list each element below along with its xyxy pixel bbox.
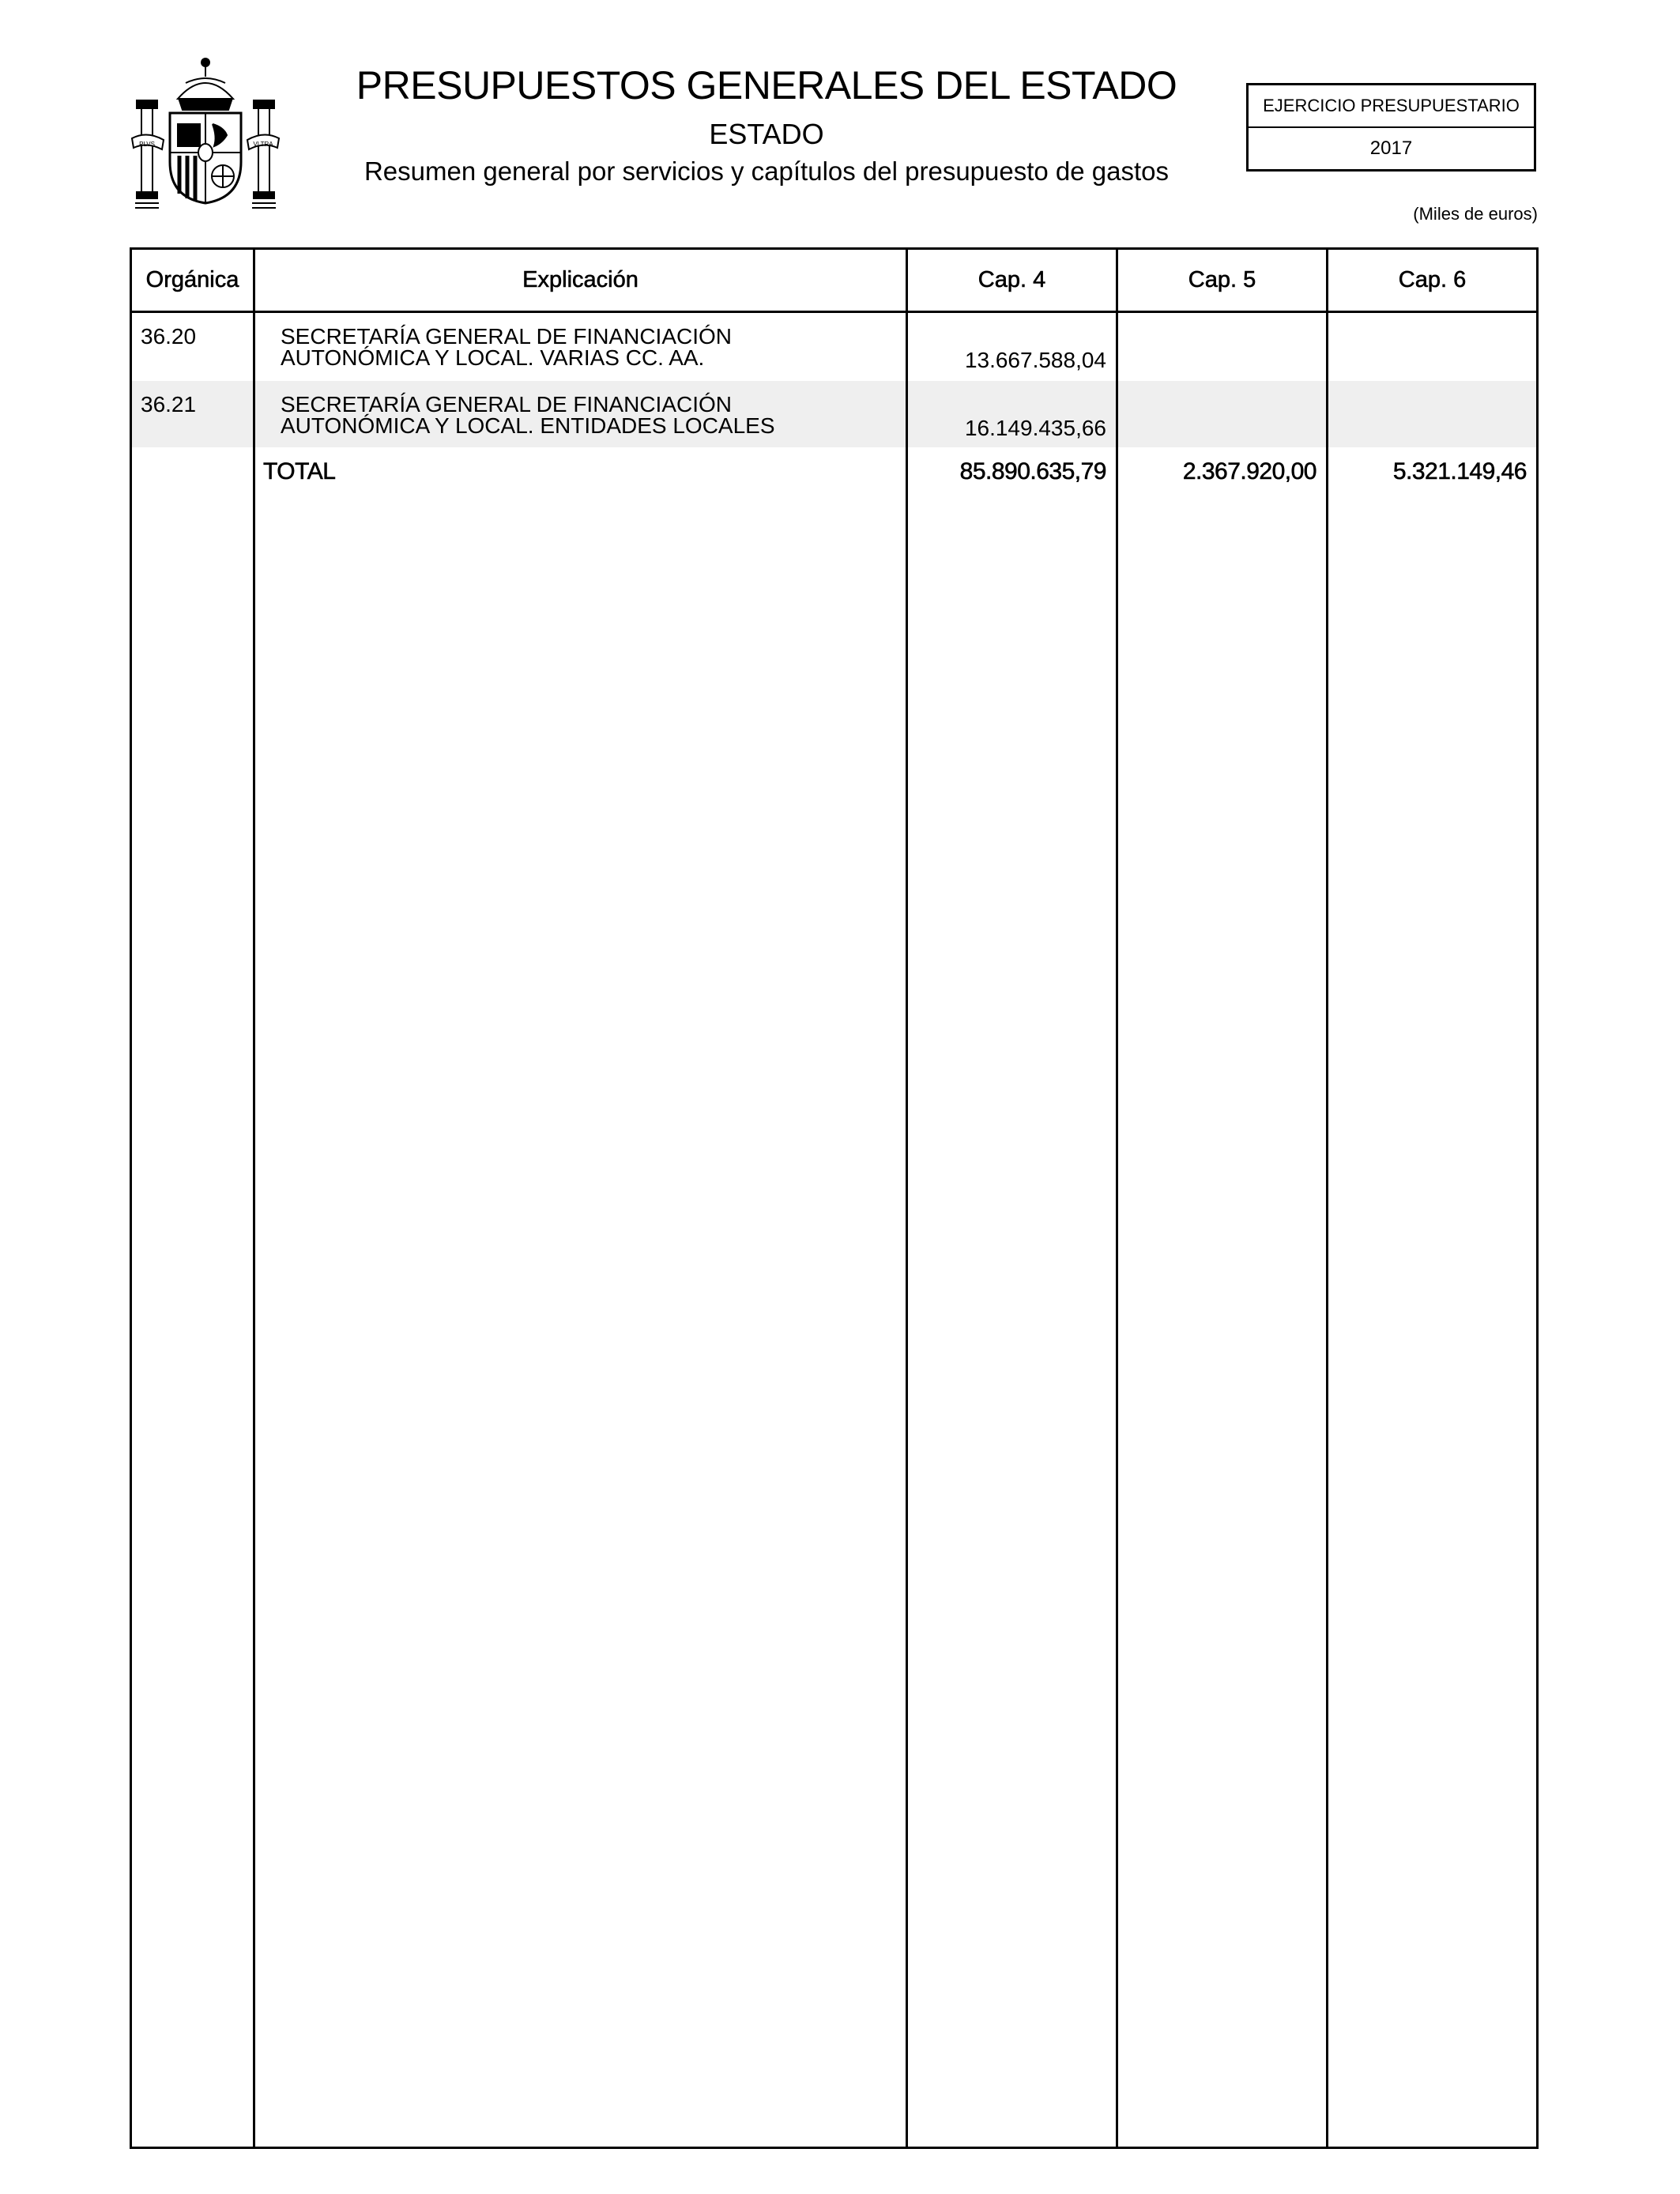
total-cap6: 5.321.149,46	[1392, 458, 1527, 484]
column-divider	[906, 247, 908, 2149]
page-subtitle: ESTADO	[709, 118, 824, 150]
svg-text:VLTRA: VLTRA	[253, 141, 273, 148]
svg-text:PLVS: PLVS	[139, 141, 155, 148]
row-organica: 36.21	[141, 392, 197, 417]
coat-of-arms-icon	[130, 51, 281, 209]
col-header-organica: Orgánica	[145, 267, 239, 292]
total-cap5: 2.367.920,00	[1182, 458, 1317, 484]
page-title: PRESUPUESTOS GENERALES DEL ESTADO	[356, 63, 1177, 107]
col-header-cap4: Cap. 4	[977, 267, 1046, 292]
col-header-explicacion: Explicación	[522, 267, 638, 292]
row-cap4: 13.667.588,04	[964, 348, 1106, 372]
column-divider	[253, 247, 255, 2149]
row-explicacion-line1: SECRETARÍA GENERAL DE FINANCIACIÓN	[281, 324, 732, 349]
total-label: TOTAL	[263, 458, 336, 484]
row-explicacion-line2: AUTONÓMICA Y LOCAL. ENTIDADES LOCALES	[281, 413, 775, 438]
total-cap4: 85.890.635,79	[959, 458, 1106, 484]
ejercicio-label: EJERCICIO PRESUPUESTARIO	[1249, 85, 1534, 128]
row-explicacion-line2: AUTONÓMICA Y LOCAL. VARIAS CC. AA.	[281, 345, 705, 370]
ejercicio-box	[1246, 83, 1536, 172]
page-description: Resumen general por servicios y capítulos del presupuesto de gastos	[363, 156, 1170, 186]
row-explicacion-line1: SECRETARÍA GENERAL DE FINANCIACIÓN	[281, 392, 732, 417]
column-divider	[1326, 247, 1328, 2149]
row-organica: 36.20	[141, 324, 197, 349]
row-cap4: 16.149.435,66	[964, 416, 1106, 440]
column-divider	[1116, 247, 1118, 2149]
units-label: (Miles de euros)	[1413, 204, 1538, 224]
col-header-cap5: Cap. 5	[1188, 267, 1256, 292]
ejercicio-year: 2017	[1369, 138, 1413, 159]
col-header-cap6: Cap. 6	[1398, 267, 1467, 292]
